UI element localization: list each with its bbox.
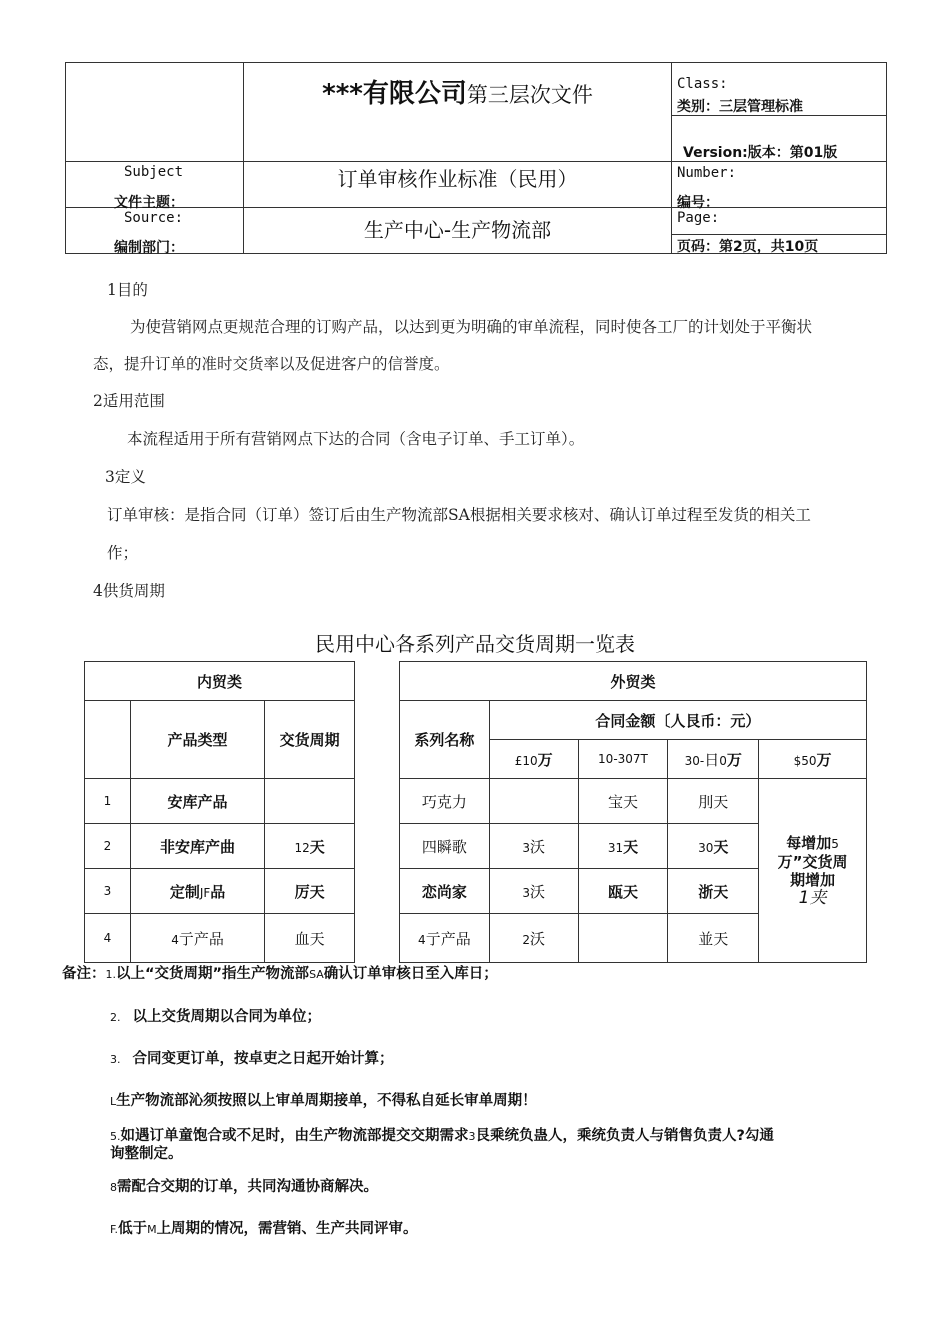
note-number: 2. [110, 1011, 121, 1024]
cycle-cell [489, 824, 578, 869]
type-part: 定制 [169, 882, 200, 901]
section-1-line-2: 态，提升订单的准时交货率以及促进客户的信誉度。 [93, 355, 450, 373]
cycle-cell: 刖天 [668, 779, 759, 824]
class-label: Class: [677, 76, 728, 92]
note-text: 需配合交期的订单，共同沟通协商解决。 [117, 1179, 378, 1195]
note-number: 8 [110, 1181, 117, 1194]
row-number: 4 [85, 914, 131, 963]
notes-label: 备注： [62, 966, 106, 982]
number-label: Number: [677, 165, 737, 181]
note-4 [110, 1089, 537, 1110]
note-number: 5. [110, 1130, 121, 1143]
class-value: 类别：三层管理标准 [677, 99, 803, 115]
cycle-part: 沃 [529, 929, 545, 948]
subject-label-en: Subject [124, 164, 184, 180]
cycle-part: 2 [522, 932, 530, 947]
product-type: 非安库产曲 [130, 824, 264, 869]
cycle-part: 3 [522, 840, 530, 855]
domestic-header: 内贸类 [85, 662, 355, 701]
type-part: JF [199, 885, 211, 900]
amount-range-1 [489, 740, 578, 779]
header-divider [671, 63, 672, 253]
document-level: 第三层次文件 [466, 83, 593, 107]
cycle-part: 30 [698, 840, 714, 855]
section-2-line-1: 本流程适用于所有营销网点下达的合同（含电子订单、手工订单）。 [127, 430, 585, 448]
series-name: 巧克力 [400, 779, 490, 824]
increment-note [759, 834, 866, 907]
note-text: M [147, 1223, 157, 1236]
cycle-part: 沃 [529, 882, 545, 901]
cycle-part: 沃 [529, 837, 545, 856]
note-number: L [110, 1095, 117, 1108]
note-6 [110, 1175, 378, 1196]
note-text: 3 [468, 1130, 476, 1143]
source-value: 生产中心-生产物流部 [363, 218, 552, 242]
amount-range-3 [668, 740, 759, 779]
note-text: 合同变更订单，按卓吏之日起开始计算； [132, 1051, 394, 1067]
amount-part: 30- [684, 753, 705, 768]
delivery-cycle: 血天 [265, 914, 355, 963]
section-1-title: 1目的 [107, 281, 148, 299]
note-text: 艮乘统负蛊人，乘统负责人与销售负责人?勾通 [475, 1128, 774, 1144]
amount-part: $50 [793, 753, 817, 768]
delivery-cycle: 厉天 [265, 869, 355, 914]
section-3-title: 3定义 [105, 468, 146, 486]
page-label: Page: [677, 210, 720, 226]
type-part: 亍产品 [178, 929, 224, 948]
type-part: 4 [171, 932, 179, 947]
row-number: 1 [85, 779, 131, 824]
note-text: 以上“交货周期”指生产物流部 [116, 966, 310, 982]
table-row [85, 779, 355, 824]
product-type [130, 869, 264, 914]
header-divider [66, 207, 886, 208]
note-text: 如遇订单童饱合或不足时，由生产物流部提交交期需求 [120, 1128, 469, 1144]
section-4-title: 4供货周期 [93, 582, 165, 600]
cycle-part: 天 [713, 837, 729, 856]
subject-label-cn: 文件主题： [114, 195, 184, 211]
company-name: ***有限公司 [322, 79, 467, 109]
series-name: 恋尚家 [400, 869, 490, 914]
amount-part: 万 [726, 750, 742, 769]
delivery-table-title: 民用中心各系列产品交货周期一览表 [315, 632, 635, 656]
section-3-line-1: 订单审核：是指合同（订单）签订后由生产物流部SA根据相关要求核对、确认订单过程至发货的相关工 [107, 506, 811, 524]
subject-value: 订单审核作业标准（民用） [337, 167, 578, 191]
document-header [65, 62, 887, 254]
table-row [85, 869, 355, 914]
cycle-cell [578, 914, 668, 963]
header-divider [671, 234, 886, 235]
note-text: 确认订单审核日至入库日； [323, 966, 498, 982]
amount-range-2: 10-307T [578, 740, 668, 779]
cycle-cell [489, 869, 578, 914]
product-type: 安库产品 [130, 779, 264, 824]
foreign-delivery-table [399, 661, 867, 963]
section-2-title: 2适用范围 [93, 392, 165, 410]
note-text: 以上交货周期以合同为单位； [132, 1009, 321, 1025]
cycle-number: 12 [294, 840, 310, 855]
series-name [400, 914, 490, 963]
cycle-unit: 天 [309, 837, 325, 856]
note-2 [110, 1005, 321, 1026]
cycle-cell: 瓯天 [578, 869, 668, 914]
note-number: F. [110, 1223, 119, 1236]
increment-text: 万”交货周 [777, 853, 848, 871]
note-3 [110, 1047, 394, 1068]
cycle-cell [489, 779, 578, 824]
domestic-cycle-header: 交货周期 [265, 701, 355, 779]
version-value: Version:版本：第01版 [683, 145, 838, 161]
note-1 [62, 962, 498, 983]
section-1-line-1: 为使营销网点更规范合理的订购产品，以达到更为明确的审单流程，同时使各工厂的计划处于平衡状 [130, 318, 813, 336]
foreign-header: 外贸类 [400, 662, 867, 701]
domestic-type-header: 产品类型 [130, 701, 264, 779]
series-part: 亍产品 [425, 929, 471, 948]
note-text: 上周期的情况，需营销、生产共同评审。 [156, 1221, 418, 1237]
note-5 [110, 1124, 774, 1145]
type-part: 品 [210, 882, 226, 901]
table-row [85, 824, 355, 869]
series-part: 4 [418, 932, 426, 947]
source-label-en: Source: [124, 210, 184, 226]
number-label-cn: 编号： [677, 195, 719, 211]
amount-part: 万 [537, 750, 553, 769]
cycle-cell: 浙天 [668, 869, 759, 914]
note-5-continued: 询整制定。 [110, 1146, 183, 1162]
increment-text: 每增加 [786, 834, 832, 852]
cycle-cell [489, 914, 578, 963]
note-text: SA [309, 968, 324, 981]
series-name-header: 系列名称 [400, 701, 490, 779]
amount-part: 0 [719, 753, 727, 768]
document-title [244, 73, 671, 110]
note-number: 1. [105, 968, 116, 981]
source-label-cn: 编制部门： [114, 240, 184, 256]
note-number: 3. [110, 1053, 121, 1066]
cycle-part: 天 [623, 837, 639, 856]
increment-text: 1夹 [798, 888, 827, 908]
cycle-part: 3 [522, 885, 530, 900]
amount-part: 日 [704, 750, 720, 769]
note-text: 低于 [118, 1221, 148, 1237]
section-3-line-2: 作； [107, 544, 139, 562]
increment-text: 5 [831, 837, 839, 851]
series-name: 四瞬歌 [400, 824, 490, 869]
cycle-cell [578, 824, 668, 869]
amount-part: £10 [514, 753, 538, 768]
note-text: 生产物流部沁须按照以上审单周期接单，不得私自延长审单周期！ [116, 1093, 537, 1109]
row-number: 3 [85, 869, 131, 914]
contract-amount-header: 合同金额〔人艮币：元） [489, 701, 866, 740]
increment-note-cell [759, 779, 867, 963]
product-type [130, 914, 264, 963]
page-number: 页码：第2页，共10页 [677, 239, 819, 255]
amount-part: 万 [816, 750, 832, 769]
delivery-cycle [265, 779, 355, 824]
delivery-cycle [265, 824, 355, 869]
row-number: 2 [85, 824, 131, 869]
cycle-cell: 宝天 [578, 779, 668, 824]
domestic-no-header [85, 701, 131, 779]
table-row [400, 779, 867, 824]
cycle-cell: 並天 [668, 914, 759, 963]
domestic-delivery-table [84, 661, 355, 963]
increment-text: 期增加 [790, 871, 836, 889]
cycle-cell [668, 824, 759, 869]
table-row [85, 914, 355, 963]
note-7 [110, 1217, 418, 1238]
cycle-part: 31 [607, 840, 624, 855]
amount-range-4 [759, 740, 867, 779]
